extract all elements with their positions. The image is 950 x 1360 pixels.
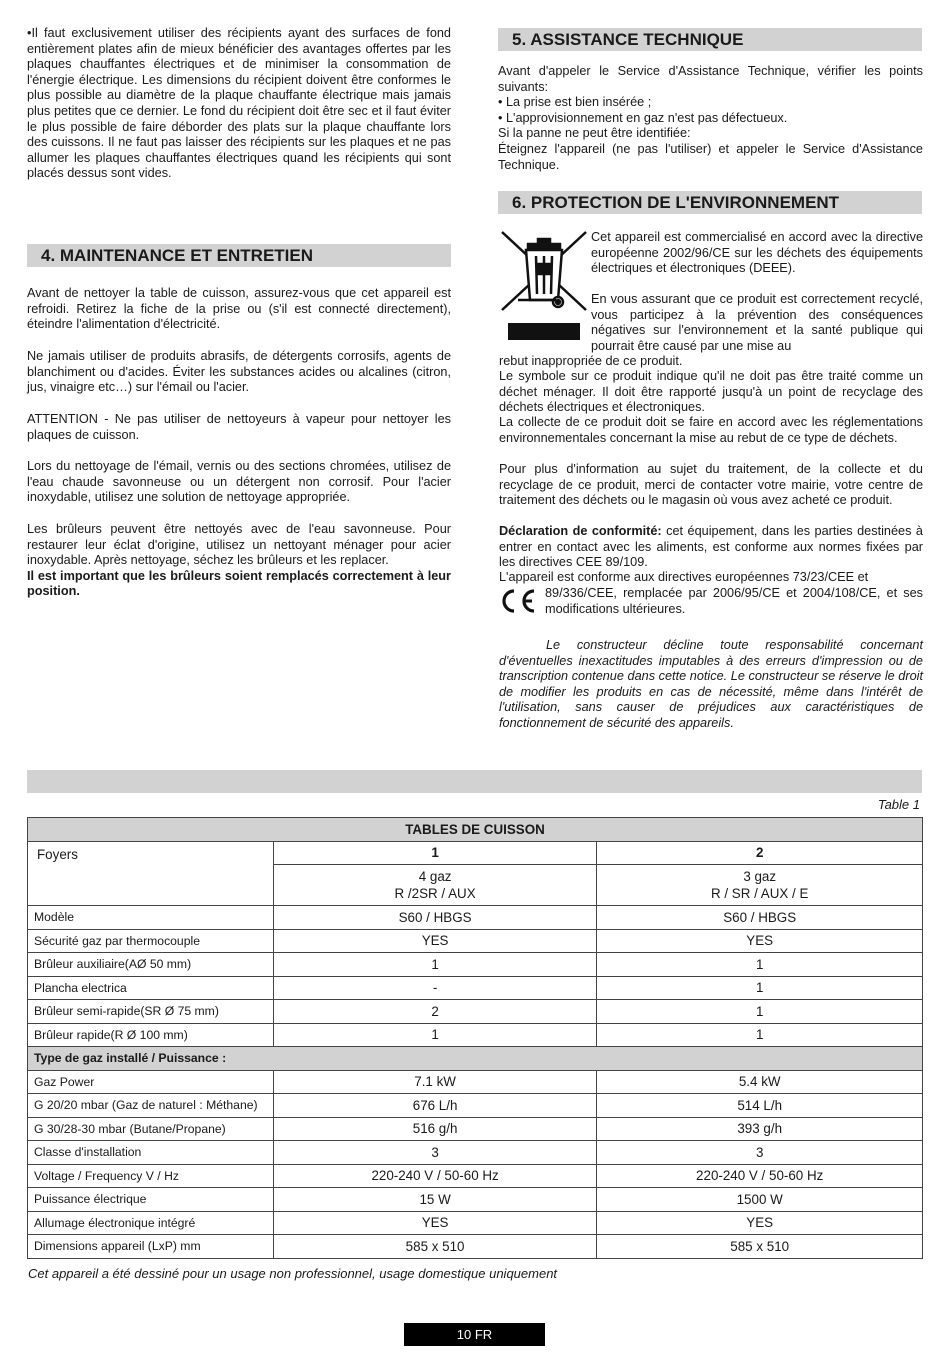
table-row [28,1188,923,1212]
gas-type-header: Type de gaz installé / Puissance : [28,1047,923,1071]
row-value-col-2: 393 g/h [597,1117,923,1141]
row-value-col-2: YES [597,929,923,953]
row-label: Gaz Power [28,1070,274,1094]
row-value-col-2: 514 L/h [597,1094,923,1118]
environment-p1: Cet appareil est commercialisé en accord avec la directive européenne 2002/96/CE sur les déchets des équipements électriques et électroniques (DEEE). [591,230,923,276]
maintenance-p5 [27,522,451,600]
row-value-col-1: 2 [273,1000,597,1024]
row-label: Allumage électronique intégré [28,1211,274,1235]
foyers-col-1-line-1: 4 gaz [418,869,452,884]
table-row [28,1023,923,1047]
row-value-col-2: 220-240 V / 50-60 Hz [597,1164,923,1188]
row-value-col-2: 585 x 510 [597,1235,923,1259]
assistance-block [498,64,923,173]
intro-paragraph: •Il faut exclusivement utiliser des récipients ayant des surfaces de fond entièrement plates afin de mieux bénéficier des avantages offertes par les plaques chauffantes électriques et de minimiser la consommation de l'énergie électrique. Les dimensions du récipient doivent être conformes le plus possible au diamètre de la plaque chauffante électrique mais jamais plus petites que ce dernier. Le fond du récipient doit être sec et il faut éviter le plus possible de faire déborder des plats sur la plaque chauffante lors des cuissons. Il ne faut pas laisser des récipients sur les plaques et ne pas allumer les plaques chauffantes électriques quand les récipients qui sont placés dessus sont vides. [27,26,451,181]
row-value-col-2: 1500 W [597,1188,923,1212]
row-value-col-1: 1 [273,953,597,977]
environment-p3: Le symbole sur ce produit indique qu'il ne doit pas être traité comme un déchet ménager. Il doit être rapporté jusqu'à un point de recyclage des déchets électriques et électroniques. [499,369,923,415]
row-value-col-2: 1 [597,1023,923,1047]
environment-p2b: rebut inappropriée de ce produit. [499,354,683,368]
row-value-col-1: 1 [273,1023,597,1047]
maintenance-heading: 4. MAINTENANCE ET ENTRETIEN [27,244,451,267]
foyers-col-1 [273,865,597,906]
assistance-bullet-1: • La prise est bien insérée ; [498,95,652,110]
conformity-declaration [499,524,923,571]
maintenance-p4: Lors du nettoyage de l'émail, vernis ou des sections chromées, utilisez de l'eau chaude savonneuse ou un détergent non corrosif. Pour l'acier inoxydable, utilisez une solution de nettoyage appropriée. [27,459,451,505]
row-value-col-1: 676 L/h [273,1094,597,1118]
maintenance-p5-text: Les brûleurs peuvent être nettoyés avec de l'eau savonneuse. Pour restaurer leur éclat d'origine, utilisez un nettoyant ménager pour acier inoxydable. Après nettoyage, séchez les brûleurs et les replacer. [27,522,451,568]
row-value-col-1: 15 W [273,1188,597,1212]
table-row [28,953,923,977]
table-row [28,1094,923,1118]
foyers-col-2-line-2: R / SR / AUX / E [710,886,809,901]
table-row [28,1070,923,1094]
row-value-col-1: - [273,976,597,1000]
row-label: Puissance électrique [28,1188,274,1212]
row-value-col-1: 585 x 510 [273,1235,597,1259]
table-title-row [28,818,923,842]
row-value-col-1: 220-240 V / 50-60 Hz [273,1164,597,1188]
page-number: 10 FR [404,1323,545,1346]
row-value-col-2: YES [597,1211,923,1235]
table-row [28,1141,923,1165]
row-value-col-2: 1 [597,953,923,977]
foyers-label: Foyers [28,841,274,906]
table-row [28,1211,923,1235]
row-value-col-1: 7.1 kW [273,1070,597,1094]
row-value-col-2: S60 / HBGS [597,906,923,930]
foyers-col-2-line-1: 3 gaz [743,869,777,884]
row-value-col-2: 1 [597,976,923,1000]
conformity-label: Déclaration de conformité: [499,524,662,538]
assistance-heading: 5. ASSISTANCE TECHNIQUE [498,28,922,51]
row-label: G 30/28-30 mbar (Butane/Propane) [28,1117,274,1141]
row-label: Brûleur rapide(R Ø 100 mm) [28,1023,274,1047]
row-value-col-1: YES [273,929,597,953]
environment-p4: La collecte de ce produit doit se faire en accord avec les réglementations environnementales concernant la mise au rebut de ce type de déchets. [499,415,923,445]
row-value-col-1: S60 / HBGS [273,906,597,930]
row-value-col-2: 5.4 kW [597,1070,923,1094]
table-caption: Table 1 [877,797,920,812]
column-2-header: 2 [597,841,923,865]
row-label: Modèle [28,906,274,930]
row-label: Classe d'installation [28,1141,274,1165]
row-label: Sécurité gaz par thermocouple [28,929,274,953]
table-grey-band [27,770,922,793]
table-row [28,1117,923,1141]
row-value-col-1: YES [273,1211,597,1235]
row-label: Voltage / Frequency V / Hz [28,1164,274,1188]
row-label: G 20/20 mbar (Gaz de naturel : Méthane) [28,1094,274,1118]
row-label: Brûleur auxiliaire(AØ 50 mm) [28,953,274,977]
table-row [28,906,923,930]
assistance-line-4: Éteignez l'appareil (ne pas l'utiliser) et appeler le Service d'Assistance Technique. [498,141,923,172]
table-row [28,1164,923,1188]
specifications-table [27,817,923,1259]
assistance-bullet-2: • L'approvisionnement en gaz n'est pas défectueux. [498,110,788,125]
row-value-col-2: 3 [597,1141,923,1165]
ce-line-1: L'appareil est conforme aux directives européennes 73/23/CEE et [499,570,869,584]
maintenance-p5-bold: Il est important que les brûleurs soient remplacés correctement à leur position. [27,568,451,599]
foyers-col-1-line-2: R /2SR / AUX [394,886,476,901]
table-column-header-row [28,841,923,865]
table-row [28,929,923,953]
table-row [28,1000,923,1024]
row-value-col-1: 516 g/h [273,1117,597,1141]
table-row [28,976,923,1000]
column-1-header: 1 [273,841,597,865]
footnote: Cet appareil a été dessiné pour un usage non professionnel, usage domestique uniquement [28,1266,558,1281]
maintenance-p2: Ne jamais utiliser de produits abrasifs, de détergents corrosifs, agents de blanchiment ou d'acides. Éviter les substances acides ou alcalines (citron, jus, vinaigre etc…) sur l'émail ou l'acier. [27,349,451,395]
environment-p5: Pour plus d'information au sujet du traitement, de la collecte et du recyclage de ce produit, merci de contacter votre mairie, votre centre de traitement des déchets ou le magasin où vous avez acheté ce produit. [499,462,923,508]
assistance-line-3: Si la panne ne peut être identifiée: [498,126,691,141]
table-title: TABLES DE CUISSON [28,818,923,842]
weee-bin-icon [500,230,588,342]
maintenance-p1: Avant de nettoyer la table de cuisson, assurez-vous que cet appareil est refroidi. Retirez la fiche de la prise ou (s'il est connecté directement), éteindre l'alimentation d'électricité. [27,286,451,332]
maintenance-p3: ATTENTION - Ne pas utiliser de nettoyeurs à vapeur pour nettoyer les plaques de cuisson. [27,412,451,442]
conformity-text: cet équipement, dans les parties destinées à entrer en contact avec les aliments, est conforme aux normes fixées par les directives CEE 89/109. [499,524,923,570]
ce-mark-icon [498,587,538,615]
row-label: Dimensions appareil (LxP) mm [28,1235,274,1259]
table-row [28,1235,923,1259]
row-label: Brûleur semi-rapide(SR Ø 75 mm) [28,1000,274,1024]
environment-p2a: En vous assurant que ce produit est correctement recyclé, vous participez à la prévention des conséquences négatives sur l'environnement et la santé publique qui pourrait être causé par une mise au [591,292,923,353]
ce-line-2: 89/336/CEE, remplacée par 2006/95/CE et 2004/108/CE, et ses modifications ultérieures. [545,586,923,616]
row-value-col-1: 3 [273,1141,597,1165]
foyers-col-2 [597,865,923,906]
gas-type-header-row [28,1047,923,1071]
environment-heading: 6. PROTECTION DE L'ENVIRONNEMENT [498,191,922,214]
row-label: Plancha electrica [28,976,274,1000]
assistance-intro: Avant d'appeler le Service d'Assistance Technique, vérifier les points suivants: [498,64,923,94]
disclaimer: Le constructeur décline toute responsabilité concernant d'éventuelles inexactitudes imputables à des erreurs d'impression ou de transcription contenue dans cette notice. Le constructeur se réserve le droit de modifier les produits en cas de nécessité, même dans l'intérêt de l'utilisation, sans causer de préjudices aux caractéristiques de fonctionnement de sécurité des appareils. [499,638,923,730]
row-value-col-2: 1 [597,1000,923,1024]
